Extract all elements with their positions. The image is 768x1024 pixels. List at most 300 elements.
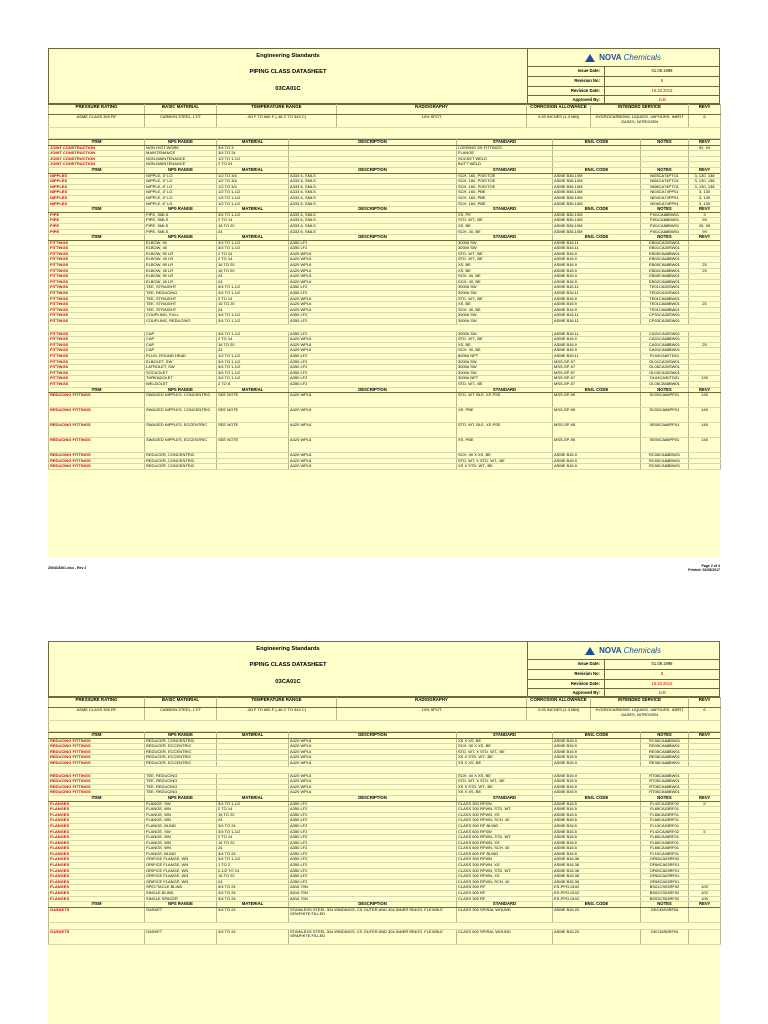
item-name: PIPE, SMLS [145, 223, 217, 229]
eng-code: BS03CS03RF02 [641, 896, 689, 902]
standard: MSS-SP-97 [553, 381, 641, 387]
description: 3000# SW [457, 246, 553, 252]
column-header: NOTES [641, 795, 689, 801]
item-name: ORIFICE FLANGE, WN [145, 863, 217, 869]
footer-filename: 2004C8401.xlsx - Rev 2 [48, 566, 87, 570]
nps-range: 1/2 TO 1-1/2 [217, 156, 289, 162]
description: SCH. 40, BE [457, 348, 553, 354]
eng-code: RT06CA68BW01 [641, 784, 689, 790]
material: A350 LF2 [289, 246, 457, 252]
description: 3000# SW [457, 291, 553, 297]
eng-code: EB05CA68BW01 [641, 251, 689, 257]
standard: ES-PPG-0102 [553, 885, 641, 891]
notes: 145 [689, 423, 721, 438]
item-name: TEE, REDUCING [145, 773, 217, 779]
material: A420 WPL6 [289, 438, 457, 453]
description: STD. WT., BE [457, 257, 553, 263]
material: A333 6, SMLS [289, 173, 457, 179]
material: A350 LF2 [289, 365, 457, 371]
nps-range: 2-1/2 TO 14 [217, 868, 289, 874]
standard: ASME B16.9 [553, 348, 641, 354]
description: XS X XS, BE [457, 790, 553, 796]
nps-range: 3/4 TO 1-1/2 [217, 365, 289, 371]
description: CLASS 300 RFWN [457, 857, 553, 863]
material: A420 WPL6 [289, 307, 457, 313]
standard: ASME B16.20 [553, 907, 641, 922]
eng-code: CA01CA68BW01 [641, 337, 689, 343]
eng-code: FL42CA03RF02 [641, 801, 689, 807]
item-category: FITTINGS [49, 319, 145, 325]
item-category: FLANGES [49, 885, 145, 891]
column-header: DESCRIPTION [289, 795, 457, 801]
material-header: TEMPERATURE RANGE [217, 698, 337, 708]
standard: ASME B16.5 [553, 851, 641, 857]
eng-code: OL06CA30SW01 [641, 365, 689, 371]
standard: ASME B16.11 [553, 319, 641, 325]
nps-range: 2 TO 14 [217, 251, 289, 257]
column-header: STANDARD [457, 733, 553, 739]
description: XS X XS, BE [457, 738, 553, 744]
notes [689, 907, 721, 922]
standard: ASME B36.10M [553, 229, 641, 235]
material: A420 WPL6 [289, 773, 457, 779]
item-name: TEE, STRAIGHT [145, 285, 217, 291]
material: A333 6, SMLS [289, 190, 457, 196]
eng-code: EB01CA30SW01 [641, 246, 689, 252]
column-header: NPS RANGE [145, 140, 217, 146]
column-header: ITEM [49, 795, 145, 801]
document-title: PIPING CLASS DATASHEET [249, 662, 327, 668]
column-header: NPS RANGE [145, 733, 217, 739]
material-value: ASME CLASS 300 RF [49, 115, 145, 128]
notes: 5 [689, 829, 721, 835]
item-category: FITTINGS [49, 240, 145, 246]
column-header: MATERIAL [217, 902, 289, 908]
description: CLASS 600 RF BLIND [457, 851, 553, 857]
material: A350 LF2 [289, 829, 457, 835]
material: A350 LF2 [289, 801, 457, 807]
table-row [49, 929, 721, 944]
eng-code: FL10CA03RF01 [641, 823, 689, 829]
material-header: CORROSION ALLOWANCE [527, 698, 591, 708]
eng-code: NI03CA74PTO1 [641, 173, 689, 179]
item-category: FITTINGS [49, 263, 145, 269]
column-header: STANDARD [457, 795, 553, 801]
material: A350 LF2 [289, 359, 457, 365]
item-category: FLANGES [49, 891, 145, 897]
component-table [48, 139, 721, 470]
nps-range: 2 TO 14 [217, 296, 289, 302]
item-category: FLANGES [49, 835, 145, 841]
material: A350 LF2 [289, 313, 457, 319]
material: A333 6, SMLS [289, 218, 457, 224]
item-category: FLANGES [49, 863, 145, 869]
description: SOCKET WELD [457, 156, 553, 162]
document-title: PIPING CLASS DATASHEET [249, 69, 327, 75]
column-header: ITEM [49, 902, 145, 908]
item-category: FLANGES [49, 874, 145, 880]
item-name: TEE, REDUCING [145, 291, 217, 297]
standard: ASME B16.11 [553, 313, 641, 319]
description: 3000# SW [457, 240, 553, 246]
nps-range: 16 TO 20 [217, 342, 289, 348]
logo-triangle-icon [585, 54, 595, 62]
nps-range: 3/4 TO 1-1/2 [217, 313, 289, 319]
material-header: BASIC MATERIAL [145, 698, 217, 708]
eng-code: GKC46S3RF04 [641, 907, 689, 922]
standard: ASME B16.9 [553, 773, 641, 779]
material: A420 WPL6 [289, 393, 457, 408]
item-name: SPECTACLE BLIND [145, 885, 217, 891]
item-category: FITTINGS [49, 274, 145, 280]
nps-range: 16 TO 22 [217, 874, 289, 880]
material: A350 LF2 [289, 863, 457, 869]
standard: ASME B16.11 [553, 291, 641, 297]
nps-range: 2 TO 14 [217, 257, 289, 263]
material: A350 LF2 [289, 807, 457, 813]
nps-range: 2 TO 14 [217, 218, 289, 224]
eng-code: NI06CA74PP01 [641, 201, 689, 207]
eng-code: EB02CA68BW01 [641, 268, 689, 274]
material: A420 WPL6 [289, 464, 457, 470]
material-header: INTENDED SERVICE [591, 105, 689, 115]
material: A516 70N [289, 896, 457, 902]
eng-code: CA01CA68BW01 [641, 348, 689, 354]
item-category: NIPPLES [49, 173, 145, 179]
material-value: -50 F TO 650 F (-46 C TO 343 C) [217, 708, 337, 721]
standard: ASME B16.5 [553, 801, 641, 807]
meta-row: Revision Date: 16.10.2012 [527, 86, 719, 96]
column-header: STANDARD [457, 387, 553, 393]
notes: 100 [689, 885, 721, 891]
material-summary-table [48, 697, 721, 732]
nps-range: 16 TO 20 [217, 302, 289, 308]
column-header: NPS RANGE [145, 795, 217, 801]
eng-code: RE06CA68BW01 [641, 760, 689, 766]
item-name: FLANGE, SW [145, 801, 217, 807]
material: A333 6, SMLS [289, 229, 457, 235]
description: SCH. 160, POE/TOE [457, 173, 553, 179]
nps-range: SEE NOTE [217, 423, 289, 438]
nova-chemicals-logo: NOVA Chemicals [527, 642, 719, 659]
eng-code: TE01CA68BW01 [641, 307, 689, 313]
eng-code: RE06CA68BW01 [641, 755, 689, 761]
item-name: FLANGE, WN [145, 807, 217, 813]
material: A350 LF2 [289, 812, 457, 818]
description: SCH. 40, BE [457, 229, 553, 235]
item-name: REDUCER, CONCENTRIC [145, 458, 217, 464]
item-category: FITTINGS [49, 302, 145, 308]
material: A420 WPL6 [289, 337, 457, 343]
eng-code: PL04CA60TD01 [641, 353, 689, 359]
item-category: FITTINGS [49, 257, 145, 263]
material: A333 6, SMLS [289, 195, 457, 201]
item-name: SINGLE SPACER [145, 896, 217, 902]
standard: ASME B16.9 [553, 744, 641, 750]
column-header: ENG. CODE [553, 795, 641, 801]
eng-code: RC06CA68BW01 [641, 464, 689, 470]
description: SCH. 160, PBE [457, 201, 553, 207]
material: A420 WPL6 [289, 296, 457, 302]
column-header: DESCRIPTION [289, 387, 457, 393]
material: A350 LF2 [289, 353, 457, 359]
item-name: FLANGE, BLIND [145, 851, 217, 857]
description: 3000# SW [457, 285, 553, 291]
material: A333 6, SMLS [289, 201, 457, 207]
item-category: JOINT CONSTRUCTION [49, 151, 145, 157]
item-category: FLANGES [49, 846, 145, 852]
item-category: FLANGES [49, 879, 145, 885]
description: CLASS 300 SPIRAL WOUND [457, 907, 553, 922]
item-category: FLANGES [49, 857, 145, 863]
material: A333 6, SMLS [289, 179, 457, 185]
nps-range: 1/2 TO 3/4 [217, 179, 289, 185]
eng-code: PI01CA68BW01 [641, 218, 689, 224]
page-header [48, 48, 720, 104]
material: A420 WPL6 [289, 408, 457, 423]
column-header: NPS RANGE [145, 207, 217, 213]
column-header: REV# [689, 795, 721, 801]
notes [689, 464, 721, 470]
column-header: NOTES [641, 140, 689, 146]
nps-range: 3/4 TO 1-1/2 [217, 359, 289, 365]
item-category: JOINT CONSTRUCTION [49, 145, 145, 151]
nps-range: 1/2 TO 1-1/2 [217, 195, 289, 201]
eng-code: OF65CA03RF02 [641, 857, 689, 863]
standard: ASME B16.9 [553, 738, 641, 744]
description: 3000# SW [457, 370, 553, 376]
eng-code: SE06CA68PP01 [641, 438, 689, 453]
footer-page-info: Page 2 of 4 Printed: 02/28/2017 [688, 564, 720, 572]
item-name: THREADOLET [145, 376, 217, 382]
material: A420 WPL6 [289, 263, 457, 269]
material-header: TEMPERATURE RANGE [217, 105, 337, 115]
standard: MSS-SP-97 [553, 370, 641, 376]
standard: MSS-SP-95 [553, 423, 641, 438]
description: XS, BE [457, 342, 553, 348]
notes: 25 [689, 342, 721, 348]
item-name: NIPPLE, 6" LG [145, 184, 217, 190]
eng-code: FL66CA06RF01 [641, 846, 689, 852]
nps-range: 16 TO 20 [217, 268, 289, 274]
notes: 25, 99 [689, 223, 721, 229]
nps-range: 3/4 TO 1-1/2 [217, 319, 289, 325]
notes: 3, 130, 138 [689, 179, 721, 185]
description: SCH. 160, POE/TOE [457, 179, 553, 185]
standard: ASME B16.9 [553, 464, 641, 470]
nps-range: 1/2 TO 1-1/2 [217, 353, 289, 359]
org-name: Engineering Standards [256, 646, 320, 652]
item-category: REDUCING FITTINGS [49, 393, 145, 408]
description: SCH. 40, BE [457, 307, 553, 313]
standard: ASME B16.9 [553, 784, 641, 790]
eng-code: FL65CA06RF01 [641, 835, 689, 841]
standard: ASME B16.36 [553, 868, 641, 874]
eng-code: FL65CA03RF01 [641, 807, 689, 813]
eng-code: TE01CA68BW01 [641, 296, 689, 302]
nps-range: 3/4 TO 1-1/2 [217, 212, 289, 218]
standard: MSS-SP-97 [553, 359, 641, 365]
material: STAINLESS STEEL 304 WINDINGS, CS OUTER AND 304 INNER RINGS, FLEXIBLE GRAPHITE FILLED [289, 907, 457, 922]
eng-code: FL66CA03RF01 [641, 818, 689, 824]
nps-range: 24 [217, 348, 289, 354]
item-name: FLANGE, WN [145, 812, 217, 818]
description: XS, BE [457, 268, 553, 274]
nps-range: 24 [217, 879, 289, 885]
column-header: ENG. CODE [553, 140, 641, 146]
material-header: CORROSION ALLOWANCE [527, 105, 591, 115]
eng-code: OL03CA30SW01 [641, 370, 689, 376]
description: SCH. 40, BE [457, 279, 553, 285]
standard: ASME B16.9 [553, 302, 641, 308]
item-category: REDUCING FITTINGS [49, 749, 145, 755]
item-name: REDUCER, ECCENTRIC [145, 744, 217, 750]
item-category: FITTINGS [49, 353, 145, 359]
standard: MSS-SP-97 [553, 365, 641, 371]
material: A420 WPL6 [289, 257, 457, 263]
item-name: TEE, REDUCING [145, 784, 217, 790]
material-header: RADIOGRAPHY [337, 698, 527, 708]
standard: ASME B16.9 [553, 257, 641, 263]
standard: ASME B16.11 [553, 246, 641, 252]
eng-code: RC05CA68BW01 [641, 458, 689, 464]
item-category: GASKETS [49, 929, 145, 944]
column-header: ITEM [49, 140, 145, 146]
material-value: CARBON STEEL, LT/T [145, 708, 217, 721]
eng-code: FL42CA06RF02 [641, 829, 689, 835]
standard: ASME B16.9 [553, 790, 641, 796]
item-category: FITTINGS [49, 376, 145, 382]
material-header: REV# [689, 105, 721, 115]
item-name: COUPLING, FULL [145, 313, 217, 319]
standard: MSS-SP-95 [553, 393, 641, 408]
item-category: REDUCING FITTINGS [49, 438, 145, 453]
eng-code: TE01CA30SW01 [641, 285, 689, 291]
eng-code: CA01CA30SW01 [641, 331, 689, 337]
material: A420 WPL6 [289, 458, 457, 464]
item-category: FITTINGS [49, 268, 145, 274]
column-header: ITEM [49, 235, 145, 241]
standard: ASME B16.5 [553, 829, 641, 835]
description: CLASS 300 RF BLIND [457, 823, 553, 829]
item-category: FLANGES [49, 807, 145, 813]
standard: ASME B16.9 [553, 760, 641, 766]
eng-code: EB05CA68BW01 [641, 263, 689, 269]
description: CLASS 600 RFWN, SCH. 40 [457, 846, 553, 852]
material: A420 WPL6 [289, 755, 457, 761]
eng-code: RC06CA68BW01 [641, 453, 689, 459]
standard: ASME B16.11 [553, 331, 641, 337]
nps-range: 2 TO 24 [217, 162, 289, 168]
item-category: REDUCING FITTINGS [49, 464, 145, 470]
notes: 25 [689, 263, 721, 269]
item-name: ELBOW, 45 [145, 246, 217, 252]
item-name: TEE, STRAIGHT [145, 296, 217, 302]
item-category: PIPE [49, 229, 145, 235]
standard: ASME B16.9 [553, 274, 641, 280]
item-category: FITTINGS [49, 313, 145, 319]
description: CLASS 300 RFWN, SCH. 40 [457, 818, 553, 824]
description: CLASS 600 RFSW [457, 829, 553, 835]
material-value: 6 [689, 115, 721, 128]
column-header: ENG. CODE [553, 207, 641, 213]
item-category: FITTINGS [49, 370, 145, 376]
item-name: FLANGE, WN [145, 818, 217, 824]
eng-code: PI01CA68BW01 [641, 229, 689, 235]
standard: ASME B16.5 [553, 846, 641, 852]
item-name: ELBOLET, SW [145, 359, 217, 365]
standard: ASME B16.36 [553, 879, 641, 885]
standard: ASME B36.10M [553, 195, 641, 201]
standard: ASME B16.36 [553, 857, 641, 863]
column-header: MATERIAL [217, 235, 289, 241]
notes: 99 [689, 229, 721, 235]
notes: 25 [689, 268, 721, 274]
eng-code: EB04CA30SW01 [641, 240, 689, 246]
nps-range: SEE NOTE [217, 438, 289, 453]
description: CLASS 600 RFWN, STD. WT. [457, 835, 553, 841]
standard: ASME B16.9 [553, 251, 641, 257]
item-category: FITTINGS [49, 279, 145, 285]
material-value: ASME CLASS 300 RF [49, 708, 145, 721]
material-header: REV# [689, 698, 721, 708]
material: A350 LF2 [289, 879, 457, 885]
column-header: DESCRIPTION [289, 733, 457, 739]
description: STD. WT. X STD. WT., BE [457, 779, 553, 785]
column-header: DESCRIPTION [289, 140, 457, 146]
eng-code: PI01CA68BW01 [641, 223, 689, 229]
notes: 3, 130, 138 [689, 173, 721, 179]
description: CLASS 300 RF [457, 885, 553, 891]
item-category: GASKETS [49, 907, 145, 922]
nps-range: 24 [217, 229, 289, 235]
column-header: MATERIAL [217, 733, 289, 739]
standard: ASME B16.9 [553, 779, 641, 785]
description: XS, PBE [457, 408, 553, 423]
column-header: REV# [689, 167, 721, 173]
item-category: REDUCING FITTINGS [49, 423, 145, 438]
material-header: INTENDED SERVICE [591, 698, 689, 708]
eng-code: OL01CA30SW01 [641, 359, 689, 365]
description: STD. WT. BLE, XS PSE [457, 393, 553, 408]
material: A350 LF2 [289, 376, 457, 382]
item-category: FLANGES [49, 823, 145, 829]
material-summary-table [48, 104, 721, 139]
material: A420 WPL6 [289, 268, 457, 274]
material: A350 LF2 [289, 835, 457, 841]
standard: ASME B36.10M [553, 212, 641, 218]
standard: ASME B36.10M [553, 184, 641, 190]
item-name: CAP [145, 348, 217, 354]
eng-code: PI01CA68BW01 [641, 212, 689, 218]
column-header: ENG. CODE [553, 235, 641, 241]
description: CLASS 600 SPIRAL WOUND [457, 929, 553, 944]
material: A420 WPL6 [289, 423, 457, 438]
item-category: REDUCING FITTINGS [49, 755, 145, 761]
material: A350 LF2 [289, 868, 457, 874]
nps-range: 1/2 TO 1-1/2 [217, 190, 289, 196]
material: A350 LF2 [289, 851, 457, 857]
meta-row: Revision No: 6 [527, 76, 719, 86]
item-category: REDUCING FITTINGS [49, 458, 145, 464]
nps-range: 3/4 TO 1-1/2 [217, 801, 289, 807]
item-name: LATROLET, SW [145, 365, 217, 371]
notes: 145 [689, 408, 721, 423]
item-name: ORIFICE FLANGE, WN [145, 868, 217, 874]
nps-range: 16 TO 20 [217, 223, 289, 229]
item-name: PIPE, SMLS [145, 212, 217, 218]
standard: ASME B16.36 [553, 863, 641, 869]
